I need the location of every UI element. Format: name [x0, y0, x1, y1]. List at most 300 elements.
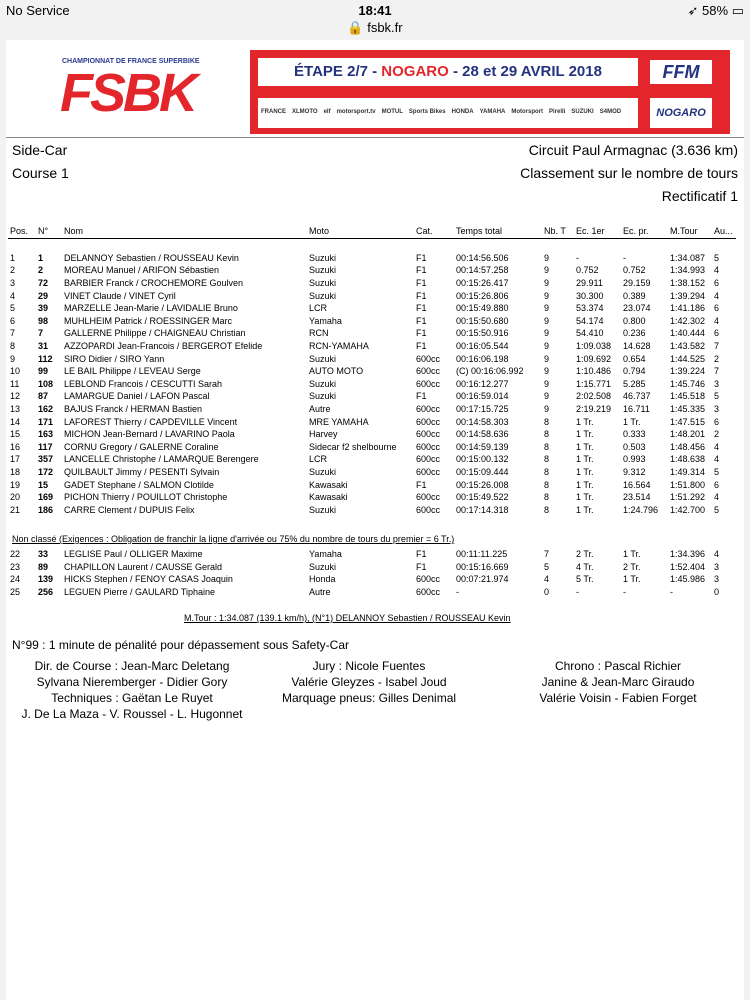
table-cell: 600cc	[416, 353, 441, 364]
table-cell: 1:34.087	[670, 252, 706, 263]
fsbk-logo: FSBK	[60, 63, 195, 123]
table-cell: 1 Tr.	[623, 416, 641, 427]
table-cell: 1:52.404	[670, 561, 706, 572]
carrier-label: No Service	[6, 3, 70, 18]
table-cell: F1	[416, 290, 427, 301]
table-cell: 15	[10, 429, 21, 440]
table-cell: 00:14:58.636	[456, 429, 509, 440]
event-banner	[20, 50, 730, 134]
table-cell: 15	[38, 479, 49, 490]
table-cell: 2 Tr.	[576, 549, 594, 560]
table-cell: 0.752	[623, 265, 646, 276]
table-row	[8, 264, 736, 277]
table-cell: 00:11:11.225	[456, 549, 508, 560]
official-line: Valérie Voisin - Fabien Forget	[539, 691, 697, 705]
table-cell: Suzuki	[309, 290, 337, 301]
table-cell: 7	[714, 366, 720, 377]
table-cell: 1 Tr.	[576, 441, 594, 452]
column-header: Ec. pr.	[621, 224, 668, 239]
table-cell: 16.564	[623, 479, 651, 490]
url-bar[interactable]	[0, 20, 750, 40]
table-cell: AUTO MOTO	[309, 366, 364, 377]
table-cell: 10	[10, 366, 21, 377]
table-cell: 00:15:26.008	[456, 479, 509, 490]
table-cell: 171	[38, 416, 54, 427]
table-cell: 23.074	[623, 303, 651, 314]
table-cell: 4	[714, 290, 720, 301]
non-classified-table	[8, 548, 736, 598]
table-cell: 53.374	[576, 303, 604, 314]
table-cell: Honda	[309, 574, 336, 585]
table-cell: 00:14:58.303	[456, 416, 509, 427]
table-cell: 108	[38, 378, 54, 389]
table-cell: 23.514	[623, 492, 651, 503]
lock-icon: 🔒	[347, 20, 364, 35]
table-cell: 172	[38, 466, 54, 477]
table-cell: 9	[544, 404, 550, 415]
table-cell: 8	[544, 454, 550, 465]
rectificatif-label: Rectificatif 1	[661, 188, 738, 204]
table-cell: LCR	[309, 454, 328, 465]
table-cell: MICHON Jean-Bernard / LAVARINO Paola	[64, 429, 235, 440]
column-header: Ec. 1er	[574, 224, 621, 239]
table-cell: 00:14:56.506	[456, 252, 509, 263]
table-cell: 1 Tr.	[576, 466, 594, 477]
table-cell: 13	[10, 404, 21, 415]
table-cell: QUILBAULT Jimmy / PESENTI Sylvain	[64, 466, 220, 477]
table-cell: 1:15.771	[576, 378, 612, 389]
table-cell: 1:51.292	[670, 492, 706, 503]
table-cell: LE BAIL Philippe / LEVEAU Serge	[64, 366, 201, 377]
table-cell: 1	[38, 252, 44, 263]
sponsor-logo: motorsport.tv	[336, 109, 376, 115]
official-line: Jury : Nicole Fuentes	[312, 659, 426, 673]
table-row	[8, 561, 736, 574]
category-label: Side-Car	[12, 142, 68, 158]
spacer-row	[8, 239, 736, 252]
race-label: Course 1	[12, 165, 69, 181]
table-row	[8, 302, 736, 315]
table-row	[8, 466, 736, 479]
table-cell: 256	[38, 587, 54, 598]
table-cell: 1:51.800	[670, 479, 706, 490]
location-icon: ➶	[687, 3, 699, 18]
sponsor-logo: SUZUKI	[571, 109, 594, 115]
table-cell: 3	[714, 378, 720, 389]
table-cell: 186	[38, 504, 54, 515]
table-cell: 600cc	[416, 466, 441, 477]
table-cell: Suzuki	[309, 353, 337, 364]
table-cell: 0.236	[623, 328, 646, 339]
table-cell: 5.285	[623, 378, 646, 389]
table-cell: 1:41.186	[670, 303, 706, 314]
table-cell: 4	[714, 454, 720, 465]
table-cell: 22	[10, 549, 21, 560]
table-cell: F1	[416, 315, 427, 326]
table-cell: 1 Tr.	[576, 416, 594, 427]
table-cell: 14	[10, 416, 21, 427]
table-cell: 0.389	[623, 290, 646, 301]
table-cell: 5	[714, 504, 720, 515]
official-line: Techniques : Gaëtan Le Ruyet	[51, 691, 213, 705]
results-document	[6, 40, 744, 1000]
table-cell: 9	[544, 303, 550, 314]
table-cell: 1:47.515	[670, 416, 706, 427]
table-cell: 1	[10, 252, 16, 263]
table-cell: 00:16:05.544	[456, 341, 509, 352]
table-row	[8, 441, 736, 454]
table-cell: 00:15:50.916	[456, 328, 509, 339]
table-cell: Autre	[309, 587, 331, 598]
table-cell: 600cc	[416, 416, 441, 427]
table-cell: 7	[544, 549, 550, 560]
header-divider	[6, 137, 744, 138]
table-cell: 1:49.314	[670, 466, 706, 477]
table-cell: 600cc	[416, 404, 441, 415]
table-cell: 1:48.456	[670, 441, 706, 452]
clock: 18:41	[358, 3, 392, 18]
table-cell: -	[576, 252, 579, 263]
table-cell: 6	[714, 328, 720, 339]
table-cell: 6	[714, 416, 720, 427]
table-cell: 1:48.201	[670, 429, 706, 440]
table-cell: Suzuki	[309, 504, 337, 515]
table-cell: 0	[544, 587, 550, 598]
table-cell: 21	[10, 504, 21, 515]
column-header: Pos.	[8, 224, 36, 239]
table-cell: 1:39.224	[670, 366, 706, 377]
table-cell: 139	[38, 574, 54, 585]
table-cell: 54.174	[576, 315, 604, 326]
table-cell: 9	[544, 265, 550, 276]
sponsor-logo: XLMOTO	[292, 109, 318, 115]
table-cell: 1 Tr.	[623, 574, 641, 585]
table-cell: 23	[10, 561, 21, 572]
table-cell: 00:15:00.132	[456, 454, 509, 465]
table-cell: 00:16:12.277	[456, 378, 509, 389]
table-cell: 33	[38, 549, 49, 560]
table-cell: Autre	[309, 404, 331, 415]
sponsor-strip	[258, 98, 638, 128]
sponsor-logo: YAMAHA	[479, 109, 506, 115]
sponsor-logo: Sports Bikes	[408, 109, 446, 115]
table-cell: 9	[544, 328, 550, 339]
table-cell: 00:15:49.880	[456, 303, 509, 314]
table-cell: 99	[38, 366, 49, 377]
sponsor-logo: S4MOD	[599, 109, 622, 115]
table-cell: Suzuki	[309, 278, 337, 289]
table-cell: 00:17:14.318	[456, 504, 509, 515]
official-line: Marquage pneus: Gilles Denimal	[281, 691, 457, 705]
url-text: fsbk.fr	[367, 20, 403, 35]
table-cell: 29.911	[576, 278, 603, 289]
table-cell: F1	[416, 341, 427, 352]
table-cell: 5	[544, 561, 550, 572]
table-cell: 6	[714, 303, 720, 314]
table-cell: (C) 00:16:06.992	[456, 366, 524, 377]
table-cell: 1:38.152	[670, 278, 706, 289]
table-cell: GADET Stephane / SALMON Clotilde	[64, 479, 214, 490]
table-cell: 6	[714, 278, 720, 289]
non-classified-note: Non classé (Exigences : Obligation de franchir la ligne d'arrivée ou 75% du nombre de tours du premier = 6 Tr.)	[12, 534, 455, 544]
table-cell: 5	[10, 303, 16, 314]
circuit-label: Circuit Paul Armagnac (3.636 km)	[528, 142, 738, 158]
table-cell: 2	[10, 265, 16, 276]
table-cell: 00:15:49.522	[456, 492, 509, 503]
column-header: Au...	[712, 224, 736, 239]
table-cell: F1	[416, 561, 427, 572]
table-row	[8, 390, 736, 403]
table-cell: AZZOPARDI Jean-Francois / BERGEROT Efelide	[64, 341, 263, 352]
table-cell: 600cc	[416, 492, 441, 503]
table-cell: 2	[714, 429, 720, 440]
table-cell: Suzuki	[309, 265, 337, 276]
table-cell: F1	[416, 278, 427, 289]
table-cell: 2 Tr.	[623, 561, 641, 572]
table-cell: 600cc	[416, 378, 441, 389]
table-row	[8, 491, 736, 504]
table-cell: 00:15:16.669	[456, 561, 509, 572]
table-cell: Harvey	[309, 429, 338, 440]
table-cell: 1:44.525	[670, 353, 706, 364]
table-cell: LAMARGUE Daniel / LAFON Pascal	[64, 391, 210, 402]
table-cell: 98	[38, 315, 49, 326]
table-row	[8, 503, 736, 516]
table-cell: 14.628	[623, 341, 651, 352]
table-cell: LEGLISE Paul / OLLIGER Maxime	[64, 549, 203, 560]
table-cell: 1:09.692	[576, 353, 612, 364]
round-info: ÉTAPE 2/7 - NOGARO - 28 et 29 AVRIL 2018	[258, 58, 638, 86]
official-line: J. De La Maza - V. Roussel - L. Hugonnet	[21, 707, 243, 721]
table-cell: 1:40.444	[670, 328, 706, 339]
column-header: Nom	[62, 224, 307, 239]
table-cell: 5	[714, 252, 720, 263]
table-cell: 1:09.038	[576, 341, 612, 352]
table-cell: 00:14:59.139	[456, 441, 509, 452]
championship-label: CHAMPIONNAT DE FRANCE SUPERBIKE	[62, 58, 200, 65]
official-line: Janine & Jean-Marc Giraudo	[541, 675, 695, 689]
table-row	[8, 289, 736, 302]
table-cell: 9.312	[623, 466, 646, 477]
table-cell: 1:34.396	[670, 549, 706, 560]
table-header	[8, 224, 736, 239]
table-cell: F1	[416, 328, 427, 339]
table-row	[8, 573, 736, 586]
table-cell: 600cc	[416, 587, 441, 598]
table-cell: LANCELLE Christophe / LAMARQUE Berengere	[64, 454, 259, 465]
table-cell: 600cc	[416, 441, 441, 452]
table-row	[8, 365, 736, 378]
column-header: Cat.	[414, 224, 454, 239]
table-cell: 8	[10, 341, 16, 352]
table-cell: 2	[714, 353, 720, 364]
table-cell: Yamaha	[309, 549, 342, 560]
table-cell: LCR	[309, 303, 328, 314]
table-cell: BAJUS Franck / HERMAN Bastien	[64, 404, 203, 415]
table-cell: 1:10.486	[576, 366, 612, 377]
table-cell: 0.993	[623, 454, 646, 465]
table-cell: 1:48.638	[670, 454, 706, 465]
table-cell: 9	[10, 353, 16, 364]
table-cell: DELANNOY Sebastien / ROUSSEAU Kevin	[64, 252, 239, 263]
table-cell: -	[576, 587, 579, 598]
table-row	[8, 315, 736, 328]
table-cell: 8	[544, 479, 550, 490]
sponsor-logo: Motorsport	[511, 109, 544, 115]
table-cell: 9	[544, 366, 550, 377]
table-cell: -	[623, 252, 626, 263]
table-cell: GALLERNE Philippe / CHAIGNEAU Christian	[64, 328, 246, 339]
table-cell: 163	[38, 429, 54, 440]
table-cell: 3	[714, 561, 720, 572]
table-cell: 17	[10, 454, 21, 465]
table-cell: 112	[38, 353, 53, 364]
table-cell: 600cc	[416, 504, 441, 515]
table-cell: 0.800	[623, 315, 646, 326]
table-cell: Suzuki	[309, 391, 337, 402]
status-bar	[0, 0, 750, 20]
sponsor-logo: Pirelli	[549, 109, 566, 115]
table-cell: 5 Tr.	[576, 574, 594, 585]
table-cell: 3	[10, 278, 16, 289]
column-header: Temps total	[454, 224, 542, 239]
table-cell: 87	[38, 391, 49, 402]
table-cell: 9	[544, 315, 550, 326]
table-cell: BARBIER Franck / CROCHEMORE Goulven	[64, 278, 244, 289]
table-cell: 16	[10, 441, 21, 452]
table-row	[8, 428, 736, 441]
table-row	[8, 453, 736, 466]
official-line: Dir. de Course : Jean-Marc Deletang	[34, 659, 230, 673]
table-cell: 11	[10, 378, 20, 389]
table-cell: 46.737	[623, 391, 651, 402]
table-cell: SIRO Didier / SIRO Yann	[64, 353, 165, 364]
table-cell: 6	[714, 479, 720, 490]
results-table	[8, 224, 736, 516]
table-cell: LEGUEN Pierre / GAULARD Tiphaine	[64, 587, 216, 598]
table-cell: Suzuki	[309, 378, 337, 389]
table-cell: 20	[10, 492, 21, 503]
table-cell: 1:45.518	[670, 391, 706, 402]
table-cell: 0.503	[623, 441, 646, 452]
table-cell: 00:15:09.444	[456, 466, 509, 477]
table-row	[8, 586, 736, 599]
column-header: Nb. T	[542, 224, 574, 239]
column-header: Moto	[307, 224, 414, 239]
table-cell: 00:17:15.725	[456, 404, 509, 415]
sponsor-logo: FRANCE	[261, 109, 286, 115]
table-cell: 29	[38, 290, 49, 301]
table-cell: 7	[38, 328, 44, 339]
table-cell: 8	[544, 416, 550, 427]
table-cell: 0.654	[623, 353, 646, 364]
table-cell: -	[623, 587, 626, 598]
table-cell: 1:43.582	[670, 341, 706, 352]
table-cell: F1	[416, 303, 427, 314]
table-cell: 00:14:57.258	[456, 265, 509, 276]
column-header: N°	[36, 224, 62, 239]
table-cell: 169	[38, 492, 54, 503]
battery-label: ➶ 58% ▭	[687, 3, 744, 18]
table-cell: 31	[38, 341, 49, 352]
table-cell: 1 Tr.	[576, 504, 594, 515]
table-cell: 19	[10, 479, 21, 490]
table-cell: 7	[10, 328, 16, 339]
table-cell: 9	[544, 391, 550, 402]
table-row	[8, 252, 736, 265]
table-cell: CORNU Gregory / GALERNE Coraline	[64, 441, 219, 452]
table-cell: 0.794	[623, 366, 646, 377]
table-cell: 0.752	[576, 265, 599, 276]
table-cell: 6	[10, 315, 16, 326]
table-cell: 30.300	[576, 290, 604, 301]
table-cell: 24	[10, 574, 21, 585]
table-cell: 1:24.796	[623, 504, 659, 515]
table-cell: 00:16:06.198	[456, 353, 509, 364]
table-cell: 1:34.993	[670, 265, 706, 276]
table-cell: F1	[416, 391, 427, 402]
classification-label: Classement sur le nombre de tours	[520, 165, 738, 181]
table-row	[8, 352, 736, 365]
table-cell: 1:45.746	[670, 378, 706, 389]
table-cell: 7	[714, 341, 720, 352]
sponsor-logo: elf	[323, 109, 331, 115]
official-line: Chrono : Pascal Richier	[554, 659, 682, 673]
table-row	[8, 548, 736, 561]
officials-col-1	[6, 658, 258, 722]
table-cell: 1 Tr.	[576, 454, 594, 465]
table-cell: Sidecar f2 shelbourne	[309, 441, 397, 452]
battery-icon: ▭	[731, 3, 744, 18]
table-cell: CHAPILLON Laurent / CAUSSE Gerald	[64, 561, 223, 572]
official-line: Sylvana Nieremberger - Didier Gory	[36, 675, 228, 689]
table-cell: 1:45.986	[670, 574, 706, 585]
table-cell: 4	[714, 441, 720, 452]
table-cell: 72	[38, 278, 49, 289]
table-cell: VINET Claude / VINET Cyril	[64, 290, 176, 301]
table-cell: 00:15:26.806	[456, 290, 509, 301]
sponsor-logo: MOTUL	[381, 109, 403, 115]
table-cell: 1 Tr.	[576, 492, 594, 503]
table-cell: Kawasaki	[309, 479, 348, 490]
table-cell: 8	[544, 466, 550, 477]
table-cell: 8	[544, 429, 550, 440]
table-cell: -	[670, 587, 673, 598]
table-cell: MUHLHEIM Patrick / ROESSINGER Marc	[64, 315, 233, 326]
table-cell: 1 Tr.	[623, 549, 641, 560]
table-cell: 29.159	[623, 278, 651, 289]
table-cell: 8	[544, 504, 550, 515]
table-cell: 12	[10, 391, 21, 402]
officials-col-2	[256, 658, 482, 706]
table-cell: 00:15:26.417	[456, 278, 509, 289]
table-cell: 00:15:50.680	[456, 315, 509, 326]
table-cell: 1 Tr.	[576, 429, 594, 440]
table-cell: 9	[544, 252, 550, 263]
column-header: M.Tour	[668, 224, 712, 239]
table-cell: RCN	[309, 328, 329, 339]
table-cell: LEBLOND Francois / CESCUTTI Sarah	[64, 378, 223, 389]
table-cell: 4	[714, 315, 720, 326]
table-cell: 39	[38, 303, 49, 314]
table-cell: F1	[416, 479, 427, 490]
table-row	[8, 415, 736, 428]
table-cell: 0.333	[623, 429, 646, 440]
table-cell: MOREAU Manuel / ARIFON Sébastien	[64, 265, 220, 276]
table-cell: MARZELLE Jean-Marie / LAVIDALIE Bruno	[64, 303, 238, 314]
table-cell: 1:42.700	[670, 504, 706, 515]
table-cell: 16.711	[623, 404, 650, 415]
